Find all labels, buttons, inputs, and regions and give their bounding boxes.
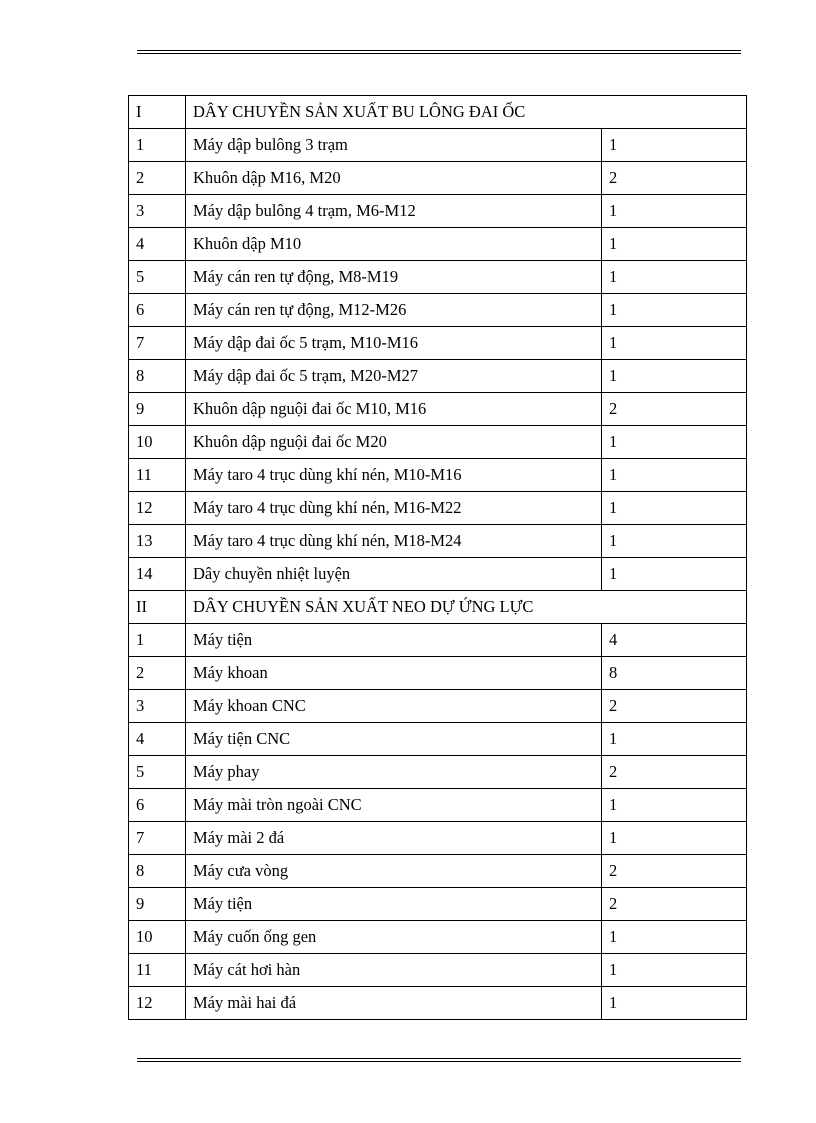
equipment-name: Máy tiện xyxy=(186,624,602,657)
section-number: I xyxy=(129,96,186,129)
table-row xyxy=(129,690,747,723)
section-header-row xyxy=(129,591,747,624)
table-row xyxy=(129,129,747,162)
table-row xyxy=(129,723,747,756)
table-row xyxy=(129,822,747,855)
equipment-name: Máy cán ren tự động, M8-M19 xyxy=(186,261,602,294)
equipment-quantity: 1 xyxy=(602,228,747,261)
row-number: 5 xyxy=(129,261,186,294)
equipment-quantity: 1 xyxy=(602,921,747,954)
row-number: 1 xyxy=(129,624,186,657)
row-number: 7 xyxy=(129,822,186,855)
equipment-name: Máy taro 4 trục dùng khí nén, M10-M16 xyxy=(186,459,602,492)
table-row xyxy=(129,921,747,954)
equipment-name: Máy mài hai đá xyxy=(186,987,602,1020)
equipment-quantity: 1 xyxy=(602,459,747,492)
row-number: 5 xyxy=(129,756,186,789)
equipment-quantity: 1 xyxy=(602,360,747,393)
footer-rule xyxy=(137,1058,741,1062)
equipment-name: Máy dập bulông 4 trạm, M6-M12 xyxy=(186,195,602,228)
table-row xyxy=(129,261,747,294)
equipment-quantity: 2 xyxy=(602,393,747,426)
equipment-name: Máy cưa vòng xyxy=(186,855,602,888)
equipment-name: Máy taro 4 trục dùng khí nén, M18-M24 xyxy=(186,525,602,558)
table-row xyxy=(129,327,747,360)
equipment-name: Khuôn dập nguội đai ốc M20 xyxy=(186,426,602,459)
equipment-name: Máy tiện xyxy=(186,888,602,921)
table-row xyxy=(129,492,747,525)
row-number: 12 xyxy=(129,987,186,1020)
table-row xyxy=(129,855,747,888)
equipment-quantity: 2 xyxy=(602,756,747,789)
equipment-quantity: 1 xyxy=(602,426,747,459)
table-row xyxy=(129,954,747,987)
equipment-name: Máy cán ren tự động, M12-M26 xyxy=(186,294,602,327)
equipment-quantity: 1 xyxy=(602,294,747,327)
row-number: 3 xyxy=(129,195,186,228)
row-number: 8 xyxy=(129,855,186,888)
equipment-name: Máy phay xyxy=(186,756,602,789)
row-number: 8 xyxy=(129,360,186,393)
table-row xyxy=(129,657,747,690)
equipment-quantity: 1 xyxy=(602,789,747,822)
table-row xyxy=(129,888,747,921)
equipment-name: Máy tiện CNC xyxy=(186,723,602,756)
table-row xyxy=(129,294,747,327)
equipment-quantity: 8 xyxy=(602,657,747,690)
table-row xyxy=(129,624,747,657)
equipment-quantity: 1 xyxy=(602,987,747,1020)
table-row xyxy=(129,426,747,459)
table-row xyxy=(129,558,747,591)
equipment-quantity: 1 xyxy=(602,129,747,162)
row-number: 9 xyxy=(129,888,186,921)
row-number: 11 xyxy=(129,459,186,492)
row-number: 13 xyxy=(129,525,186,558)
row-number: 6 xyxy=(129,789,186,822)
equipment-name: Khuôn dập nguội đai ốc M10, M16 xyxy=(186,393,602,426)
section-title: DÂY CHUYỀN SẢN XUẤT NEO DỰ ỨNG LỰC xyxy=(186,591,747,624)
equipment-quantity: 4 xyxy=(602,624,747,657)
row-number: 12 xyxy=(129,492,186,525)
table-row xyxy=(129,525,747,558)
table-row xyxy=(129,393,747,426)
header-rule xyxy=(137,50,741,54)
table-row xyxy=(129,195,747,228)
section-title: DÂY CHUYỀN SẢN XUẤT BU LÔNG ĐAI ỐC xyxy=(186,96,747,129)
table-row xyxy=(129,987,747,1020)
equipment-name: Máy mài tròn ngoài CNC xyxy=(186,789,602,822)
row-number: 4 xyxy=(129,723,186,756)
equipment-name: Dây chuyền nhiệt luyện xyxy=(186,558,602,591)
table-row xyxy=(129,162,747,195)
equipment-name: Máy khoan xyxy=(186,657,602,690)
equipment-quantity: 1 xyxy=(602,723,747,756)
equipment-quantity: 1 xyxy=(602,261,747,294)
equipment-name: Khuôn dập M16, M20 xyxy=(186,162,602,195)
table-row xyxy=(129,756,747,789)
equipment-name: Máy mài 2 đá xyxy=(186,822,602,855)
equipment-name: Máy dập đai ốc 5 trạm, M20-M27 xyxy=(186,360,602,393)
table-row xyxy=(129,360,747,393)
equipment-quantity: 1 xyxy=(602,327,747,360)
row-number: 7 xyxy=(129,327,186,360)
row-number: 14 xyxy=(129,558,186,591)
equipment-quantity: 1 xyxy=(602,558,747,591)
section-number: II xyxy=(129,591,186,624)
equipment-name: Máy cát hơi hàn xyxy=(186,954,602,987)
row-number: 11 xyxy=(129,954,186,987)
row-number: 10 xyxy=(129,921,186,954)
row-number: 10 xyxy=(129,426,186,459)
row-number: 1 xyxy=(129,129,186,162)
row-number: 2 xyxy=(129,162,186,195)
table-row xyxy=(129,228,747,261)
row-number: 6 xyxy=(129,294,186,327)
equipment-table xyxy=(128,95,747,1020)
table-row xyxy=(129,789,747,822)
equipment-quantity: 2 xyxy=(602,162,747,195)
row-number: 9 xyxy=(129,393,186,426)
row-number: 4 xyxy=(129,228,186,261)
equipment-name: Máy dập đai ốc 5 trạm, M10-M16 xyxy=(186,327,602,360)
equipment-quantity: 2 xyxy=(602,855,747,888)
equipment-name: Máy cuốn ống gen xyxy=(186,921,602,954)
equipment-quantity: 1 xyxy=(602,954,747,987)
equipment-name: Máy dập bulông 3 trạm xyxy=(186,129,602,162)
equipment-quantity: 2 xyxy=(602,888,747,921)
equipment-table-body xyxy=(129,96,747,1020)
row-number: 2 xyxy=(129,657,186,690)
equipment-name: Khuôn dập M10 xyxy=(186,228,602,261)
equipment-name: Máy khoan CNC xyxy=(186,690,602,723)
equipment-quantity: 1 xyxy=(602,525,747,558)
equipment-quantity: 2 xyxy=(602,690,747,723)
equipment-quantity: 1 xyxy=(602,492,747,525)
equipment-quantity: 1 xyxy=(602,195,747,228)
section-header-row xyxy=(129,96,747,129)
table-row xyxy=(129,459,747,492)
equipment-quantity: 1 xyxy=(602,822,747,855)
row-number: 3 xyxy=(129,690,186,723)
equipment-name: Máy taro 4 trục dùng khí nén, M16-M22 xyxy=(186,492,602,525)
